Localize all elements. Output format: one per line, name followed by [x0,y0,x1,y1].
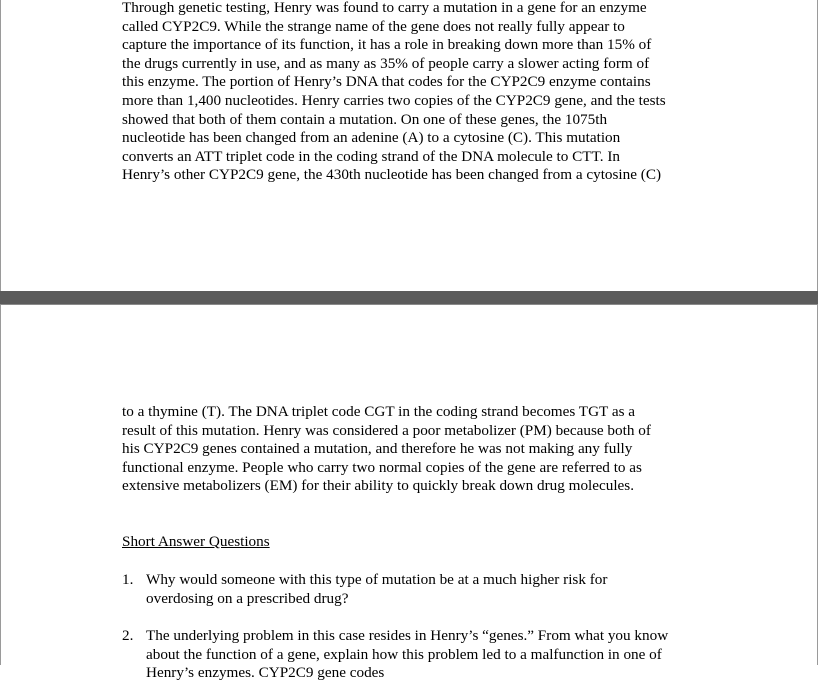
text-line: his CYP2C9 genes contained a mutation, and therefore he was not making any fully [122,440,633,458]
page-separator [0,291,818,304]
text-line: Henry’s other CYP2C9 gene, the 430th nucleotide has been changed from a cytosine (C) [122,166,662,184]
text-line: converts an ATT triplet code in the coding strand of the DNA molecule to CTT. In [122,147,620,165]
case-paragraph-part-2 [122,403,651,496]
text-line: this enzyme. The portion of Henry’s DNA that codes for the CYP2C9 enzyme contains [122,73,651,91]
question-number: 2. [122,627,134,644]
document-page-2 [0,304,818,682]
text-line: overdosing on a prescribed drug? [146,589,349,607]
question-text [146,627,668,683]
text-line: about the function of a gene, explain how this problem led to a malfunction in one of [146,645,662,663]
text-line: to a thymine (T). The DNA triplet code CGT in the coding strand becomes TGT as a [122,403,636,420]
text-line: The underlying problem in this case resides in Henry’s “genes.” From what you know [146,627,669,644]
text-line: Why would someone with this type of mutation be at a much higher risk for [146,571,608,588]
text-line: showed that both of them contain a mutation. On one of these genes, the 1075th [122,110,608,128]
document-page-1 [0,0,818,292]
text-line: result of this mutation. Henry was considered a poor metabolizer (PM) because both of [122,421,651,439]
text-line: called CYP2C9. While the strange name of the gene does not really fully appear to [122,17,625,35]
text-line: nucleotide has been changed from an adenine (A) to a cytosine (C). This mutation [122,129,621,147]
case-paragraph-part-1 [122,0,666,185]
text-line: the drugs currently in use, and as many as 35% of people carry a slower acting form of [122,54,650,72]
question-number: 1. [122,571,134,588]
text-line: functional enzyme. People who carry two normal copies of the gene are referred to as [122,458,642,476]
text-line: more than 1,400 nucleotides. Henry carries two copies of the CYP2C9 gene, and the tests [122,91,666,109]
text-line: Through genetic testing, Henry was found to carry a mutation in a gene for an enzyme [122,0,647,16]
section-heading: Short Answer Questions [122,533,270,550]
text-line: capture the importance of its function, it has a role in breaking down more than 15% of [122,36,652,54]
text-line: Henry’s enzymes. CYP2C9 gene codes [146,664,385,682]
question-text [146,571,607,608]
text-line: extensive metabolizers (EM) for their ability to quickly break down drug molecules. [122,477,635,495]
